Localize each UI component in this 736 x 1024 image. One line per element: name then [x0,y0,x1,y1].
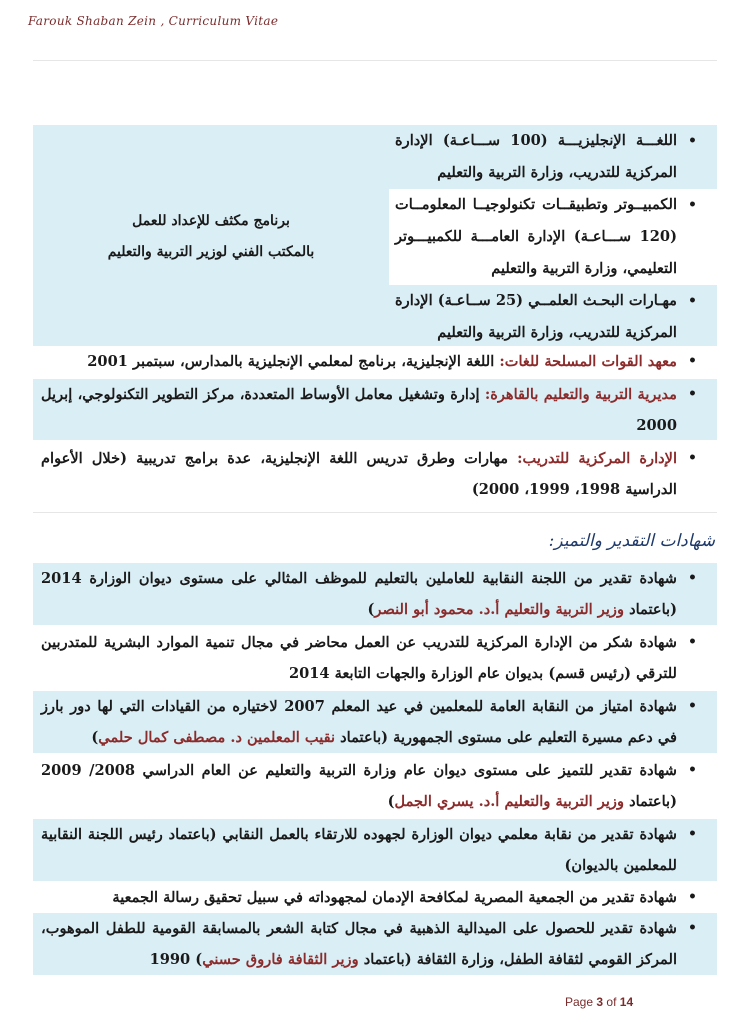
total-pages: 14 [619,995,634,1009]
certificate-row [33,882,717,913]
training-row [33,379,717,440]
certificates-title: شهادات التقدير والتميز: [548,531,715,551]
page-label: Page [565,995,594,1009]
certificate-text: شهادة تقدير للتميز على مستوى ديوان عام وزارة التربية والتعليم عن العام الدراسي 2008/ 2009 (باعتماد [41,762,677,810]
certificate-text: شهادة امتياز من النقابة العامة للمعلمين في عيد المعلم 2007 لاختياره من القيادات التي لها دور بارز في دعم مسيرة التعليم على مستوى الجمهورية (باعتماد [41,698,677,746]
certificate-row [33,691,717,753]
certificate-row [33,819,717,881]
program-item: • اللغـــة الإنجليزيـــة (100 ســـاعـة) الإدارة المركزية للتدريب، وزارة التربية والتعليم [389,125,717,189]
program-item: • مهـارات البحـث العلمــي (25 ســاعـة) الإدارة المركزية للتدريب، وزارة التربية والتعليم [389,285,717,349]
program-item-cell [389,125,717,189]
certificate-text: شهادة تقدير من الجمعية المصرية لمكافحة الإدمان لمجهوداته في سبيل تحقيق رسالة الجمعية [112,889,677,906]
current-page: 3 [596,995,604,1009]
program-description-line: برنامج مكثف للإعداد للعمل [132,213,290,229]
certificate-text-end: ) [387,793,395,810]
certificate-item [33,755,717,817]
certificate-row [33,913,717,975]
certificate-text-end: ) 1990 [149,951,203,968]
page-number [565,995,633,1009]
certificate-row [33,627,717,689]
certificate-item [33,819,717,881]
certificate-item [33,563,717,625]
training-org: الإدارة المركزية للتدريب: [517,450,677,467]
certificate-text: شهادة شكر من الإدارة المركزية للتدريب عن العمل محاضر في مجال تنمية الموارد البشرية للمتدربين للترقي (رئيس قسم) بديوان عام الوزارة والجهات التابعة 2014 [41,634,677,682]
certificate-item [33,627,717,689]
page-header: Farouk Shaban Zein , Curriculum Vitae [28,14,279,28]
program-item: • الكمبيــوتر وتطبيقــات تكنولوجيــا المعلومــات (120 ســـاعـة) الإدارة العامـــة للكمبيـــوتر التعليمي، وزارة التربية والتعليم [389,189,717,285]
certificate-text: شهادة تقدير للحصول على الميدالية الذهبية في مجال كتابة الشعر بالمسابقة القومية للطفل الموهوب، المركز القومي لثقافة الطفل، وزارة الثقافة (باعتماد [41,920,677,968]
training-item [33,346,717,377]
header-divider [33,60,717,61]
training-text: إدارة وتشغيل معامل الأوساط المتعددة، مركز التطوير التكنولوجي، إبريل 2000 [41,386,677,434]
training-row [33,443,717,507]
training-item [33,379,717,441]
certificate-row [33,563,717,625]
training-program-table [33,125,717,349]
certificate-text-end: ) [367,601,375,618]
program-item-cell [389,189,717,285]
program-description-cell [33,125,389,349]
certificate-item [33,691,717,753]
training-row [33,346,717,379]
of-label: of [606,995,617,1009]
training-org: مديرية التربية والتعليم بالقاهرة: [484,386,677,403]
training-item [33,443,717,505]
certificate-text: شهادة تقدير من نقابة معلمي ديوان الوزارة لجهوده للارتقاء بالعمل النقابي (باعتماد رئيس اللجنة النقابية للمعلمين بالديوان) [41,826,677,874]
certificate-approver: وزير الثقافة فاروق حسني [202,951,359,968]
training-text: اللغة الإنجليزية، برنامج لمعلمي الإنجليزية بالمدارس، سبتمبر 2001 [87,353,500,370]
program-item-cell [389,285,717,349]
program-description-line: بالمكتب الفني لوزير التربية والتعليم [107,244,315,260]
certificate-approver: وزير التربية والتعليم أ.د. يسري الجمل [394,793,624,810]
certificate-row [33,755,717,817]
certificate-text-end: ) [91,729,99,746]
certificate-item [33,882,717,913]
certificate-approver: وزير التربية والتعليم أ.د. محمود أبو النصر [374,601,624,618]
section-divider [33,512,717,513]
certificate-approver: نقيب المعلمين د. مصطفى كمال حلمي [98,729,336,746]
certificate-text: شهادة تقدير من اللجنة النقابية للعاملين بالتعليم للموظف المثالي على مستوى ديوان الوزارة 2014 (باعتماد [41,570,677,618]
training-text: مهارات وطرق تدريس اللغة الإنجليزية، عدة برامج تدريبية (خلال الأعوام الدراسية 1998، 1999، 2000) [41,450,677,498]
certificate-item [33,913,717,975]
training-org: معهد القوات المسلحة للغات: [499,353,677,370]
